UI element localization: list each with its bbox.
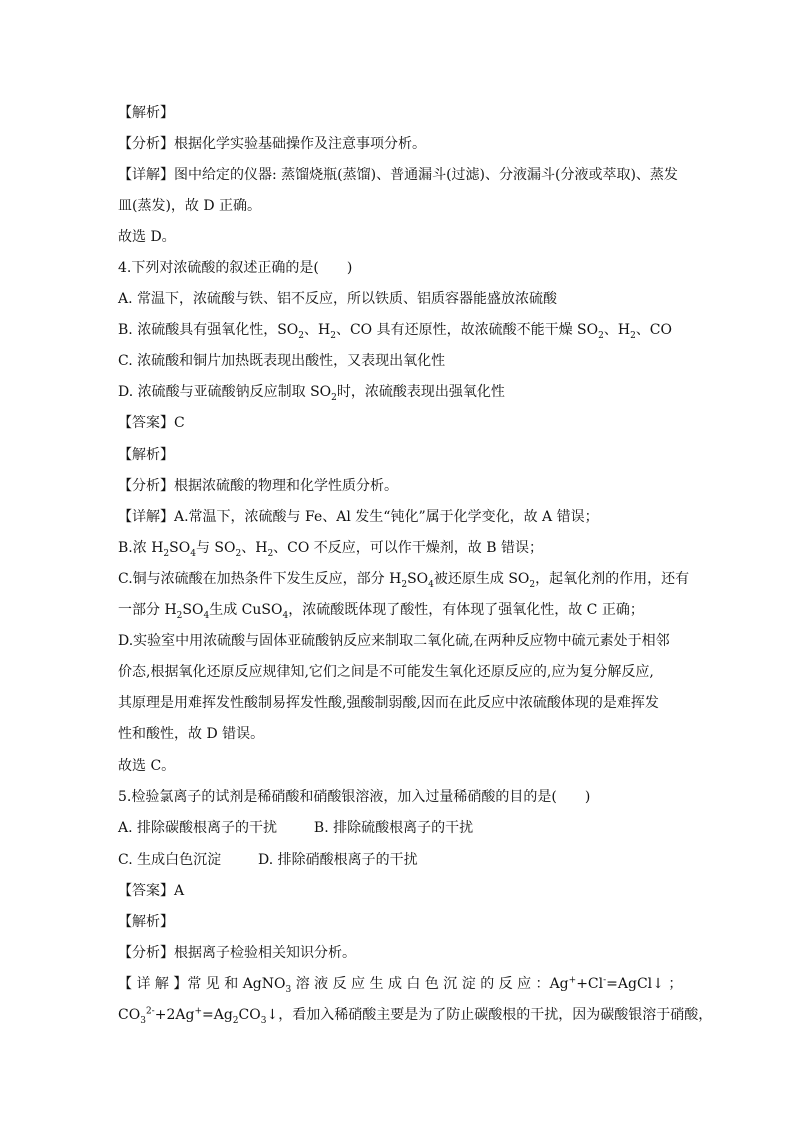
detail-text-cont: 皿(蒸发)，故 D 正确。 — [118, 198, 262, 214]
detail-text-cont: $CO_3^{2-}+2Ag^+=Ag_2CO_3↓$，看加入稀硝酸主要是为了防止碳酸根的干扰，因为碳酸银溶于硝酸， — [118, 1006, 713, 1026]
detail-d-text-4: 性和酸性，故 D 错误。 — [118, 726, 265, 742]
analysis-note: 【分析】根据化学实验基础操作及注意事项分析。 — [118, 136, 426, 152]
answer-text: 【答案】A — [118, 883, 185, 899]
option-a: A. 排除碳酸根离子的干扰 — [118, 820, 278, 836]
detail-a-text: 【详解】A.常温下，浓硫酸与 Fe、Al 发生“钝化”属于化学变化，故 A 错误； — [118, 509, 599, 525]
detail-d-text-3: 其原理是用难挥发性酸制易挥发性酸,强酸制弱酸,因而在此反应中浓硫酸体现的是难挥发 — [118, 695, 659, 711]
option-d: D. 浓硫酸与亚硫酸钠反应制取 $SO_2$时，浓硫酸表现出强氧化性 — [118, 384, 505, 403]
conclusion-text: 故选 C。 — [118, 758, 176, 774]
options-row-1 — [118, 818, 473, 838]
option-c: C. 生成白色沉淀 — [118, 852, 222, 868]
options-row-2 — [118, 850, 418, 870]
detail-b-text: B.浓 $H_2SO_4$与 $SO_2$、$H_2$、CO 不反应，可以作干燥剂，故 B 错误； — [118, 540, 543, 559]
analysis-heading: 【解析】 — [118, 105, 174, 121]
option-b: B. 排除硫酸根离子的干扰 — [313, 820, 474, 836]
option-c: C. 浓硫酸和铜片加热既表现出酸性，又表现出氧化性 — [118, 353, 446, 369]
detail-c-text-cont: 一部分 $H_2SO_4$生成 CuSO$_4$，浓硫酸既体现了酸性，有体现了强氧化性，故 C 正确； — [118, 602, 644, 621]
analysis-note: 【分析】根据离子检验相关知识分析。 — [118, 945, 356, 961]
answer-text: 【答案】C — [118, 415, 185, 431]
detail-text: 【详解】图中给定的仪器: 蒸馏烧瓶(蒸馏)、普通漏斗(过滤)、分液漏斗(分液或萃取)、蒸发 — [118, 167, 678, 183]
option-d: D. 排除硝酸根离子的干扰 — [258, 852, 418, 868]
option-a: A. 常温下，浓硫酸与铁、铝不反应，所以铁质、铝质容器能盛放浓硫酸 — [118, 291, 558, 307]
analysis-note: 【分析】根据浓硫酸的物理和化学性质分析。 — [118, 478, 398, 494]
conclusion-text: 故选 D。 — [118, 229, 176, 245]
question-stem: 4.下列对浓硫酸的叙述正确的是( ) — [118, 260, 353, 276]
question-stem: 5.检验氯离子的试剂是稀硝酸和硝酸银溶液，加入过量稀硝酸的目的是( ) — [118, 789, 591, 805]
detail-text: 【 详 解 】常 见 和 AgNO$_3$ 溶 液 反 应 生 成 白 色 沉 淀 的 反 应 ： Ag++Cl-=AgCl↓ ； — [118, 975, 683, 995]
detail-d-text: D.实验室中用浓硫酸与固体亚硫酸钠反应来制取二氧化硫,在两种反应物中硫元素处于相邻 — [118, 633, 670, 649]
analysis-heading: 【解析】 — [118, 447, 174, 463]
option-b: B. 浓硫酸具有强氧化性，$SO_2$、$H_2$、CO 具有还原性，故浓硫酸不能干燥 $SO_2$、$H_2$、CO — [118, 322, 673, 341]
analysis-heading: 【解析】 — [118, 914, 174, 930]
detail-d-text-2: 价态,根据氧化还原反应规律知,它们之间是不可能发生氧化还原反应的,应为复分解反应, — [118, 664, 654, 680]
detail-c-text: C.铜与浓硫酸在加热条件下发生反应，部分 $H_2SO_4$被还原生成 $SO_2$，起氧化剂的作用，还有 — [118, 571, 690, 590]
